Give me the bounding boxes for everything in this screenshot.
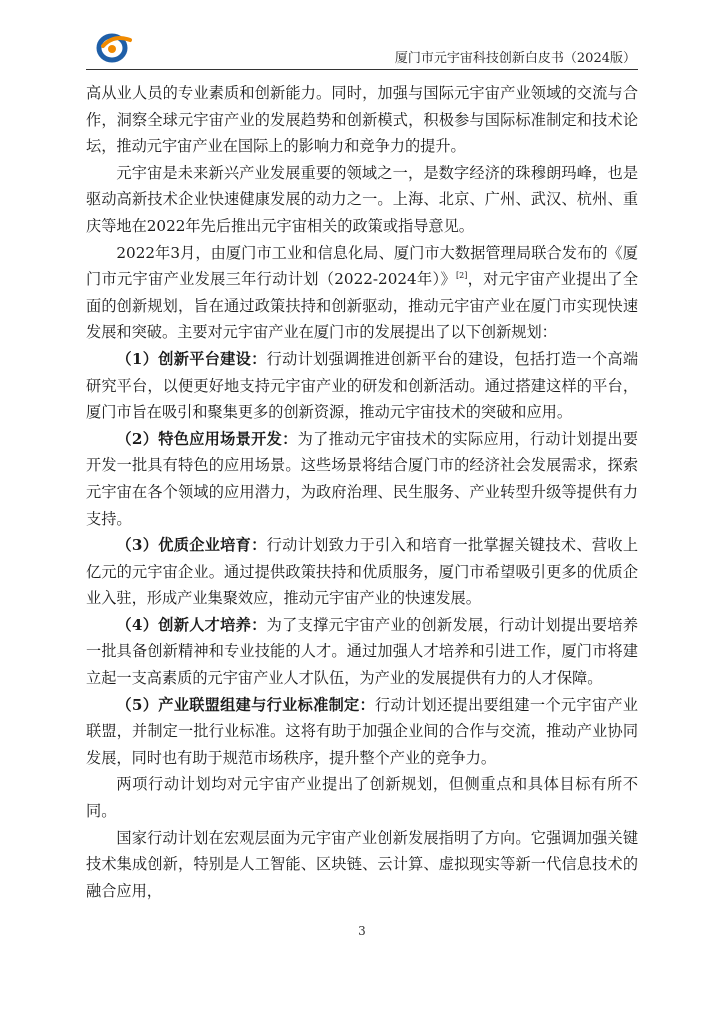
paragraph: 国家行动计划在宏观层面为元宇宙产业创新发展指明了方向。它强调加强关键技术集成创新，特别是人工智能、区块链、云计算、虚拟现实等新一代信息技术的融合应用， xyxy=(86,828,638,900)
list-item-title: （5）产业联盟组建与行业标准制定： xyxy=(116,695,376,714)
header-title: 厦门市元宇宙科技创新白皮书（2024版） xyxy=(394,51,636,66)
paragraph-text: 2022年3月，由厦门市工业和信息化局、厦门市大数据管理局联合发布的《厦门市元宇宙产业发展三年行动计划（2022-2024年）》 xyxy=(86,243,638,289)
list-item-text: 行动计划还提出要组建一个元宇宙产业联盟，并制定一批行业标准。这将有助于加强企业间的合作与交流，推动产业协同发展，同时也有助于规范市场秩序，提升整个产业的竞争力。 xyxy=(86,695,638,767)
list-item-title: （1）创新平台建设： xyxy=(116,349,267,368)
list-item xyxy=(86,532,638,612)
swirl-logo-icon xyxy=(94,30,134,64)
paragraph-text: ，对元宇宙产业提出了全面的创新规划，旨在通过政策扶持和创新驱动，推动元宇宙产业在厦门市实现快速发展和突破。主要对元宇宙产业在厦门市的发展提出了以下创新规划： xyxy=(86,270,639,342)
citation-ref: [2] xyxy=(455,271,468,281)
list-item-title: （3）优质企业培育： xyxy=(116,536,267,555)
list-item-title: （2）特色应用场景开发： xyxy=(116,429,298,448)
paragraph: 高从业人员的专业素质和创新能力。同时，加强与国际元宇宙产业领域的交流与合作，洞察全球元宇宙产业的发展趋势和创新模式，积极参与国际标准制定和技术论坛，推动元宇宙产业在国际上的影响力和竞争力的提升。 xyxy=(86,84,638,156)
list-item xyxy=(86,612,638,692)
paragraph xyxy=(86,240,638,346)
document-body xyxy=(86,80,638,904)
page-number: 3 xyxy=(358,924,366,938)
list-item xyxy=(86,426,638,532)
list-item-text: 行动计划强调推进创新平台的建设，包括打造一个高端研究平台，以便更好地支持元宇宙产业的研发和创新活动。通过搭建这样的平台，厦门市旨在吸引和聚集更多的创新资源，推动元宇宙技术的突破和应用。 xyxy=(86,349,639,422)
list-item-title: （4）创新人才培养： xyxy=(116,615,267,634)
list-item-text: 行动计划致力于引入和培育一批掌握关键技术、营收上亿元的元宇宙企业。通过提供政策扶持和优质服务，厦门市希望吸引更多的优质企业入驻，形成产业集聚效应，推动元宇宙产业的快速发展。 xyxy=(86,536,639,608)
list-item-text: 为了推动元宇宙技术的实际应用，行动计划提出要开发一批具有特色的应用场景。这些场景将结合厦门市的经济社会发展需求，探索元宇宙在各个领域的应用潜力，为政府治理、民生服务、产业转型升级等提供有力支持。 xyxy=(86,429,638,528)
list-item xyxy=(86,346,638,426)
header-divider xyxy=(86,69,638,70)
paragraph: 元宇宙是未来新兴产业发展重要的领域之一，是数字经济的珠穆朗玛峰，也是驱动高新技术企业快速健康发展的动力之一。上海、北京、广州、武汉、杭州、重庆等地在2022年先后推出元宇宙相关的政策或指导意见。 xyxy=(86,163,638,235)
paragraph: 两项行动计划均对元宇宙产业提出了创新规划，但侧重点和具体目标有所不同。 xyxy=(86,775,638,821)
list-item-text: 为了支撑元宇宙产业的创新发展，行动计划提出要培养一批具备创新精神和专业技能的人才。通过加强人才培养和引进工作，厦门市将建立起一支高素质的元宇宙产业人才队伍，为产业的发展提供有力的人才保障。 xyxy=(86,615,639,688)
list-item xyxy=(86,692,638,772)
